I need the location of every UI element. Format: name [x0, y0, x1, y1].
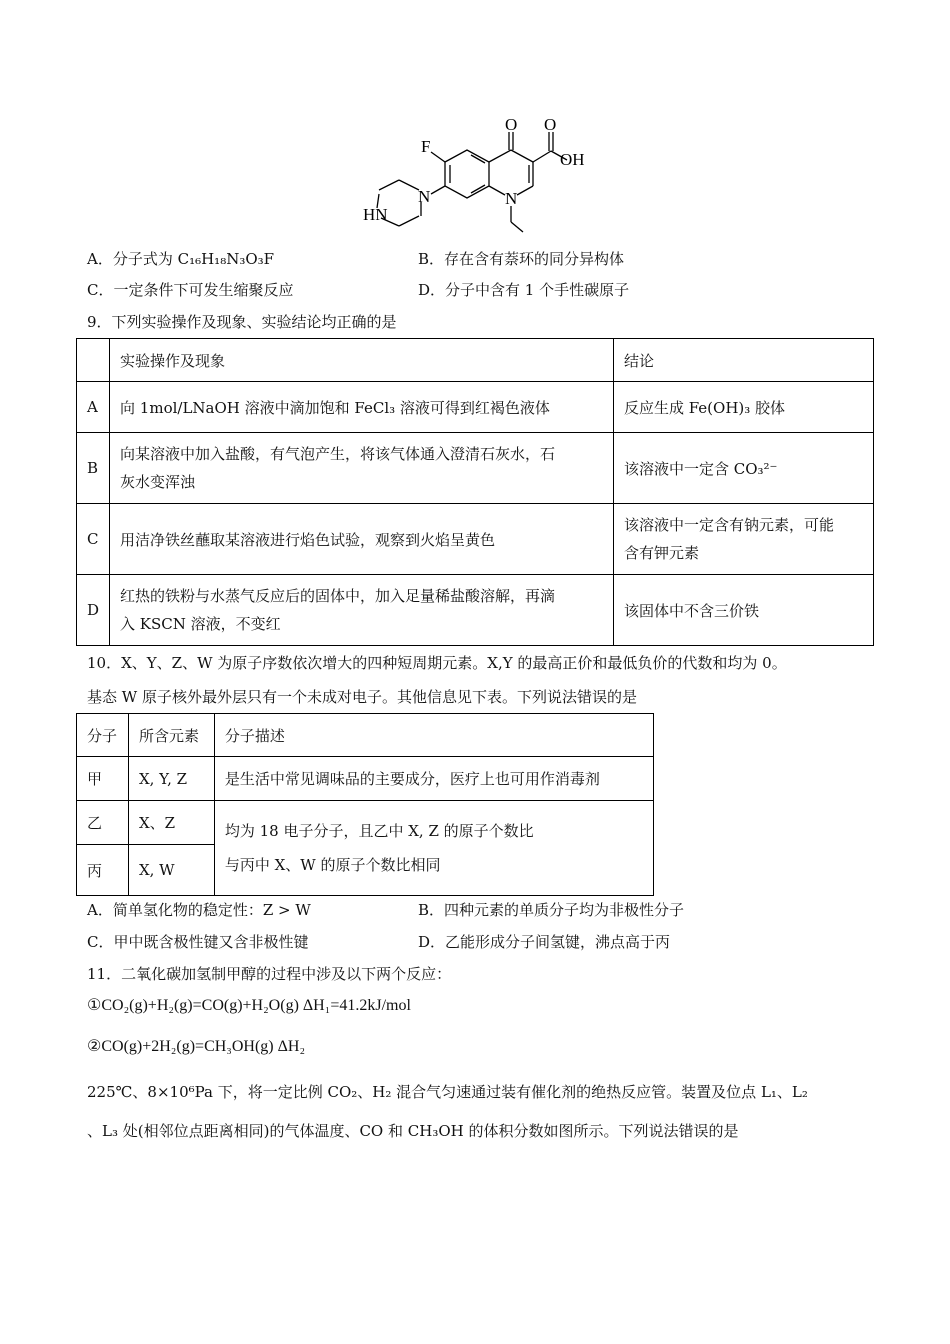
- q10-option-a: A．简单氢化物的稳定性：Z > W: [87, 901, 311, 919]
- row-operation-line1: 向某溶液中加入盐酸，有气泡产生，将该气体通入澄清石灰水，石: [120, 445, 556, 463]
- q11-stem: 11．二氧化碳加氢制甲醇的过程中涉及以下两个反应：: [87, 965, 452, 983]
- header-conclusion: 结论: [613, 339, 873, 382]
- piperazine-nitrogen-label: N: [418, 187, 431, 206]
- q10-option-c: C．甲中既含极性键又含非极性键: [87, 933, 309, 951]
- row-elements: X, W: [128, 845, 214, 896]
- q8-option-a: A．分子式为 C₁₆H₁₈N₃O₃F: [87, 250, 275, 268]
- row-elements: X, Y, Z: [128, 757, 214, 801]
- ring-nitrogen-label: N: [505, 189, 518, 208]
- q10-table: [76, 713, 654, 896]
- row-molecule: 丙: [77, 845, 129, 896]
- row-conclusion-line2: 含有钾元素: [623, 544, 699, 562]
- table-row: [77, 575, 874, 646]
- row-label: A: [77, 382, 110, 433]
- row-conclusion: 反应生成 Fe(OH)₃ 胶体: [613, 382, 873, 433]
- table-row: [77, 801, 654, 845]
- q9-table: [76, 338, 874, 646]
- row-label: C: [77, 504, 110, 575]
- q10-stem-line2: 基态 W 原子核外最外层只有一个未成对电子。其他信息见下表。下列说法错误的是: [87, 688, 637, 706]
- q8-option-d: D．分子中含有 1 个手性碳原子: [418, 281, 630, 299]
- row-operation-line2: 入 KSCN 溶液，不变红: [120, 615, 281, 633]
- q11-equation-1: ①CO₂(g)+H₂(g)=CO(g)+H₂O(g) ΔH₁=41.2kJ/mol: [87, 997, 411, 1014]
- piperazine-nh-label: HN: [363, 205, 388, 224]
- row-label: D: [77, 575, 110, 646]
- row-label: B: [77, 433, 110, 504]
- table-row: [77, 504, 874, 575]
- q11-description-line1: 225℃、8×10⁶Pa 下，将一定比例 CO₂、H₂ 混合气匀速通过装有催化剂的绝热反应管。装置及位点 L₁、L₂: [87, 1083, 808, 1101]
- hydroxyl-label: OH: [560, 150, 585, 169]
- row-operation: 用洁净铁丝蘸取某溶液进行焰色试验，观察到火焰呈黄色: [110, 504, 614, 575]
- shared-description-line2: 与丙中 X、W 的原子个数比相同: [224, 856, 441, 874]
- fluorine-label: F: [421, 137, 431, 156]
- row-elements: X、Z: [128, 801, 214, 845]
- q9-stem: 9．下列实验操作及现象、实验结论均正确的是: [87, 313, 397, 331]
- q11-description-line2: 、L₃ 处(相邻位点距离相同)的气体温度、CO 和 CH₃OH 的体积分数如图所示。下列说法错误的是: [87, 1122, 739, 1140]
- row-operation-line2: 灰水变浑浊: [120, 473, 196, 491]
- table-header-row: [77, 339, 874, 382]
- table-row: [77, 433, 874, 504]
- quinolone-structure: [355, 110, 615, 240]
- header-elements: 所含元素: [128, 714, 214, 757]
- row-description: 是生活中常见调味品的主要成分，医疗上也可用作消毒剂: [214, 757, 653, 801]
- header-operation: 实验操作及现象: [110, 339, 614, 382]
- row-molecule: 甲: [77, 757, 129, 801]
- row-conclusion: 该溶液中一定含 CO₃²⁻: [613, 433, 873, 504]
- table-row: [77, 757, 654, 801]
- q11-equation-2: ②CO(g)+2H₂(g)=CH₃OH(g) ΔH₂: [87, 1038, 306, 1055]
- header-molecule: 分子: [77, 714, 129, 757]
- shared-description-line1: 均为 18 电子分子，且乙中 X, Z 的原子个数比: [224, 822, 534, 840]
- table-row: [77, 382, 874, 433]
- ketone-oxygen-label: O: [505, 115, 518, 134]
- q10-stem-line1: 10．X、Y、Z、W 为原子序数依次增大的四种短周期元素。X,Y 的最高正价和最低负价的代数和均为 0。: [87, 654, 787, 672]
- q10-option-d: D．乙能形成分子间氢键，沸点高于丙: [418, 933, 671, 951]
- row-operation-line1: 红热的铁粉与水蒸气反应后的固体中，加入足量稀盐酸溶解，再滴: [120, 587, 556, 605]
- row-operation: 向 1mol/LNaOH 溶液中滴加饱和 FeCl₃ 溶液可得到红褐色液体: [110, 382, 614, 433]
- q8-option-b: B．存在含有萘环的同分异构体: [418, 250, 625, 268]
- q10-option-b: B．四种元素的单质分子均为非极性分子: [418, 901, 685, 919]
- row-conclusion-line1: 该溶液中一定含有钠元素，可能: [623, 516, 834, 534]
- row-molecule: 乙: [77, 801, 129, 845]
- q8-option-c: C．一定条件下可发生缩聚反应: [87, 281, 294, 299]
- acid-oxygen-label: O: [544, 115, 557, 134]
- table-header-row: [77, 714, 654, 757]
- row-conclusion: 该固体中不含三价铁: [613, 575, 873, 646]
- header-description: 分子描述: [214, 714, 653, 757]
